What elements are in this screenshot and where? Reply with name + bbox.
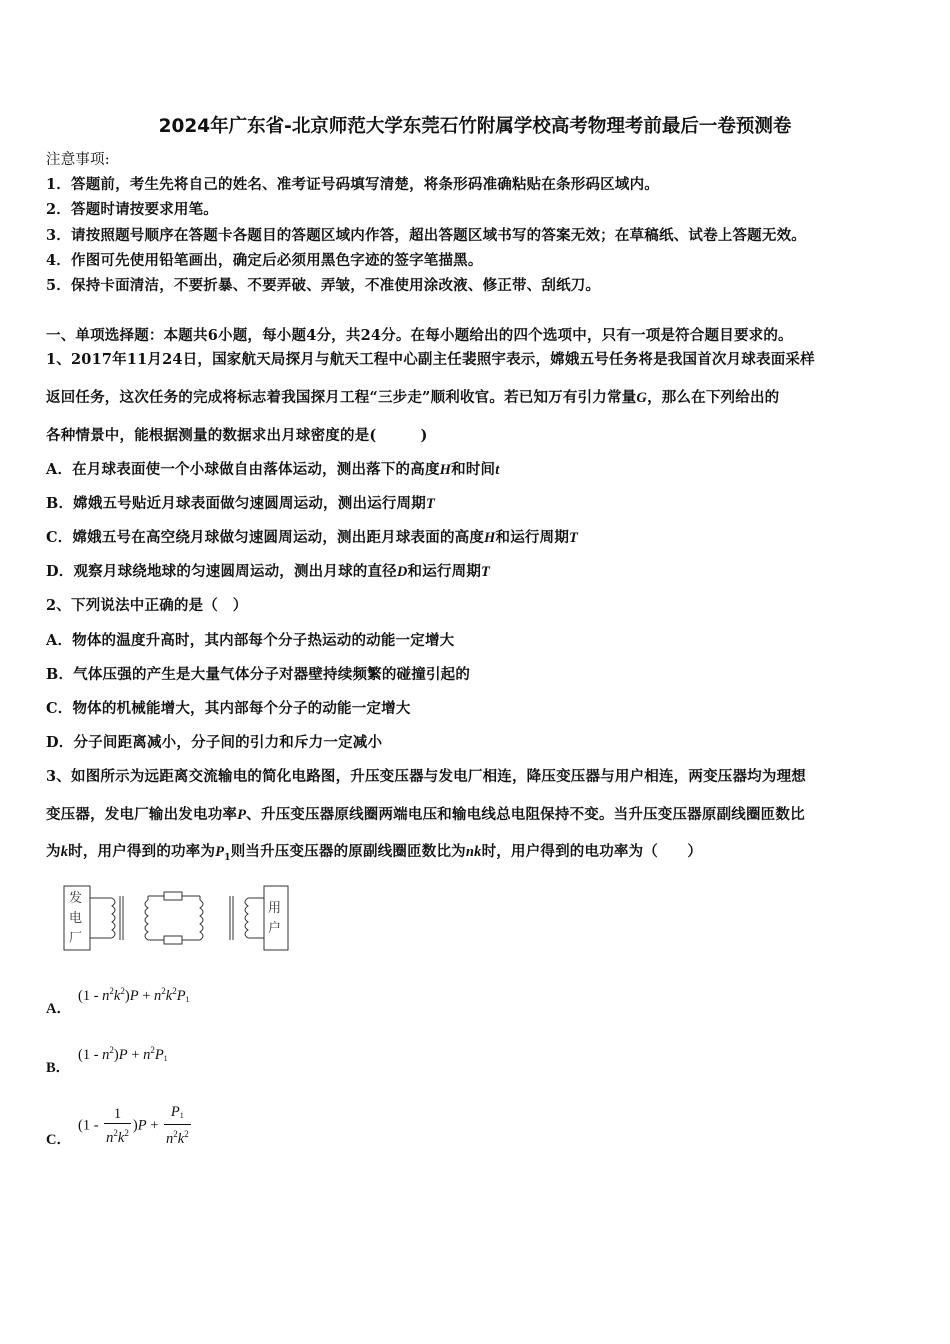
q1-stem-line1: 1、2017年11月24日，国家航天局探月与航天工程中心副主任裴照宇表示，嫦娥五号任务将是我国首次月球表面采样 bbox=[46, 351, 815, 368]
step-up-primary-coil bbox=[112, 898, 115, 938]
line-resistor-bottom bbox=[164, 936, 182, 944]
q3-option-b-formula: $(1 - n^2)P + n^2P_1$ bbox=[78, 1045, 168, 1063]
notice-item: 4．作图可先使用铅笔画出，确定后必须用黑色字迹的签字笔描黑。 bbox=[46, 252, 483, 269]
notice-item: 2．答题时请按要求用笔。 bbox=[46, 201, 218, 218]
q2-option-a: A．物体的温度升高时，其内部每个分子热运动的动能一定增大 bbox=[46, 632, 455, 649]
q2-option-c: C．物体的机械能增大，其内部每个分子的动能一定增大 bbox=[46, 700, 411, 717]
user-label-char: 用 bbox=[268, 901, 282, 916]
q1-option-c: C．嫦娥五号在高空绕月球做匀速圆周运动，测出距月球表面的高度H和运行周期T bbox=[46, 529, 579, 546]
step-up-secondary-coil bbox=[145, 900, 148, 940]
generator-label-char: 电 bbox=[69, 911, 83, 926]
page-title: 2024年广东省-北京师范大学东莞石竹附属学校高考物理考前最后一卷预测卷 bbox=[158, 116, 792, 137]
q3-stem-line1: 3、如图所示为远距离交流输电的简化电路图，升压变压器与发电厂相连，降压变压器与用户相连，两变压器均为理想 bbox=[46, 768, 806, 785]
notice-item: 5．保持卡面清洁，不要折暴、不要弄破、弄皱，不准使用涂改液、修正带、刮纸刀。 bbox=[46, 277, 601, 294]
q1-option-d: D．观察月球绕地球的匀速圆周运动，测出月球的直径D和运行周期T bbox=[46, 563, 491, 580]
notice-item: 1．答题前，考生先将自己的姓名、准考证号码填写清楚，将条形码准确粘贴在条形码区域内。 bbox=[46, 176, 659, 193]
q3-option-c-formula: (1 - $\frac{1}{n^2k^2}$ )P + $\frac{P_1}{n^2k^2}$ bbox=[78, 1104, 189, 1147]
transmission-circuit-diagram bbox=[60, 882, 292, 954]
q3-stem-line2: 变压器，发电厂输出发电功率P、升压变压器原线圈两端电压和输电线总电阻保持不变。当升压变压器原副线圈匝数比 bbox=[46, 806, 805, 823]
q3-option-c-letter: C． bbox=[46, 1132, 71, 1148]
q3-stem-line3: 为k时，用户得到的功率为$P_1$则当升压变压器的原副线圈匝数比为nk时，用户得到的电功率为（ ） bbox=[46, 843, 703, 863]
q1-option-a: A．在月球表面使一个小球做自由落体运动，测出落下的高度H和时间t bbox=[46, 461, 500, 478]
q3-option-b-letter: B． bbox=[46, 1060, 71, 1076]
user-box bbox=[264, 886, 288, 950]
line-resistor-top bbox=[164, 892, 182, 900]
q1-stem-line3: 各种情景中，能根据测量的数据求出月球密度的是( ) bbox=[46, 427, 428, 444]
q3-option-a-letter: A． bbox=[46, 1001, 71, 1017]
user-label-char: 户 bbox=[268, 921, 282, 936]
q2-option-b: B．气体压强的产生是大量气体分子对器壁持续频繁的碰撞引起的 bbox=[46, 666, 471, 683]
section-heading: 一、单项选择题：本题共6小题，每小题4分，共24分。在每小题给出的四个选项中，只有一项是符合题目要求的。 bbox=[46, 327, 793, 344]
q3-option-a-formula: $(1 - n^2k^2)P + n^2k^2P_1$ bbox=[78, 986, 190, 1004]
step-down-secondary-coil bbox=[245, 898, 248, 938]
q2-option-d: D．分子间距离减小，分子间的引力和斥力一定减小 bbox=[46, 734, 383, 751]
notice-item: 3．请按照题号顺序在答题卡各题目的答题区域内作答，超出答题区域书写的答案无效；在草稿纸、试卷上答题无效。 bbox=[46, 227, 806, 244]
generator-label-char: 厂 bbox=[69, 931, 83, 946]
q2-stem: 2、下列说法中正确的是（ ） bbox=[46, 597, 248, 614]
q1-stem-line2: 返回任务，这次任务的完成将标志着我国探月工程“三步走”顺利收官。若已知万有引力常量G，那么在下列给出的 bbox=[46, 389, 780, 406]
generator-label-char: 发 bbox=[69, 891, 83, 906]
notice-heading: 注意事项: bbox=[46, 152, 110, 168]
step-down-primary-coil bbox=[200, 900, 203, 940]
q1-option-b: B．嫦娥五号贴近月球表面做匀速圆周运动，测出运行周期T bbox=[46, 495, 436, 512]
